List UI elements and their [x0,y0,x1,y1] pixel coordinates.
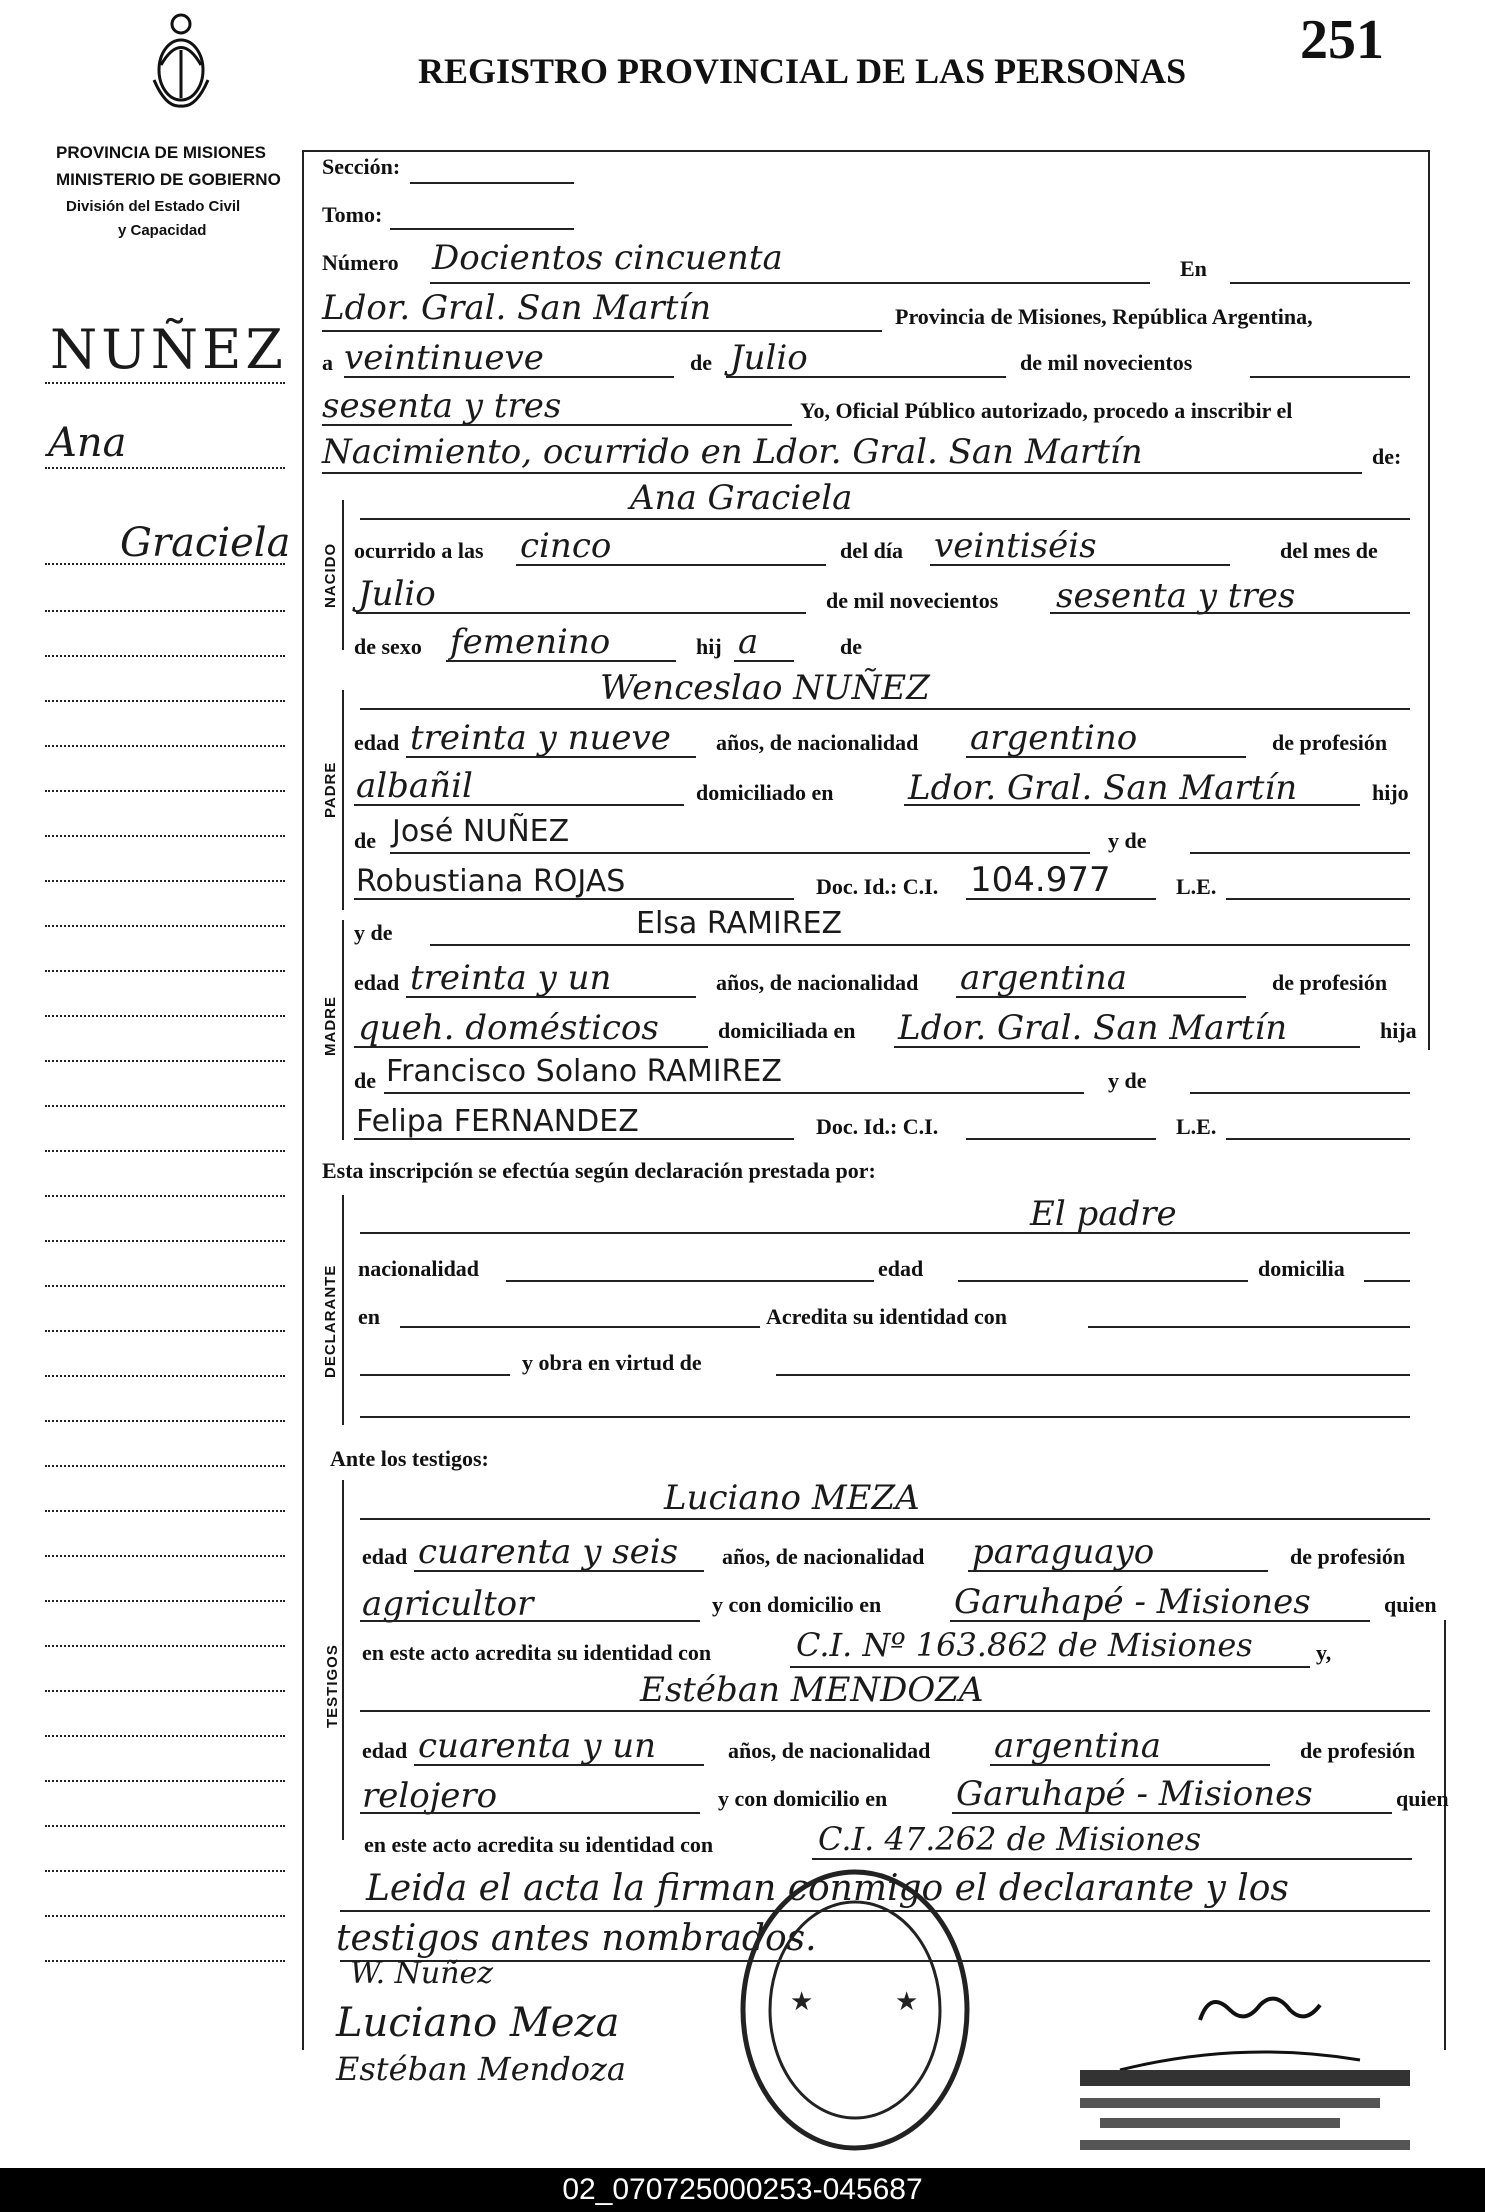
org-line-2: MINISTERIO DE GOBIERNO [56,170,281,189]
en-label: En [1180,256,1207,281]
de-label: de [690,350,712,375]
cierre-line-1: Leida el acta la firman conmigo el declarante y los [366,1868,1289,1909]
quien-label-2: quien [1396,1786,1449,1811]
t1-prof-value: agricultor [362,1584,534,1624]
del-dia-label: del día [840,538,903,563]
con-domicilio-label: y con domicilio en [712,1592,882,1617]
padre-ci-value: 104.977 [970,860,1111,900]
svg-text:★: ★ [790,1987,814,2017]
t2-dom-value: Garuhapé - Misiones [956,1774,1313,1814]
doc-id-label-2: Doc. Id.: C.I. [816,1114,939,1139]
document-title: REGISTRO PROVINCIAL DE LAS PERSONAS [418,51,1187,91]
anio-nac-value: sesenta y tres [1056,576,1296,616]
padre-nac-value: argentino [970,718,1138,758]
abuelo-m-value: Francisco Solano RAMIREZ [386,1054,782,1089]
domiciliada-label: domiciliada en [718,1018,856,1043]
abuela-value: Robustiana ROJAS [356,864,626,899]
hija-label: hija [1380,1018,1417,1043]
mes-value: Julio [730,338,808,378]
right-border [1428,150,1430,1050]
del-mes-label: del mes de [1280,538,1378,563]
de-mil-label: de mil novecientos [1020,350,1193,375]
le-label: L.E. [1176,874,1217,899]
ante-testigos-label: Ante los testigos: [330,1446,489,1471]
padre-edad-value: treinta y nueve [410,718,671,758]
edad-label-4: edad [362,1544,408,1569]
y-de-label-3: y de [1108,1068,1147,1093]
seccion-label: Sección: [322,154,401,179]
svg-text:★: ★ [895,1987,919,2017]
hij-suffix: a [738,622,759,662]
t1-nac-value: paraguayo [972,1532,1155,1572]
t1-edad-value: cuarenta y seis [418,1532,679,1572]
officer-signature-icon [1060,1970,1430,2170]
anos-nac-label-3: años, de nacionalidad [722,1544,925,1569]
hijo-label: hijo [1372,780,1409,805]
con-domicilio-label-2: y con domicilio en [718,1786,888,1811]
madre-edad-value: treinta y un [410,958,612,998]
de-profesion-label-4: de profesión [1300,1738,1416,1763]
org-line-3: División del Estado Civil [66,198,241,215]
margin-name-1: Ana [48,420,127,466]
t2-nac-value: argentina [994,1726,1162,1766]
testigo2-value: Estéban MENDOZA [640,1670,984,1710]
t2-ci-value: C.I. 47.262 de Misiones [818,1820,1202,1858]
t2-prof-value: relojero [362,1776,498,1816]
anos-nac-label-2: años, de nacionalidad [716,970,919,995]
numero-value: Docientos cincuenta [432,238,783,278]
padre-side-label: PADRE [322,761,339,818]
official-seal-icon [730,1860,980,2160]
testigos-side-label: TESTIGOS [324,1644,341,1728]
signature-2: Luciano Meza [336,2000,620,2046]
de-profesion-label-3: de profesión [1290,1544,1406,1569]
edad-label: edad [354,730,400,755]
mil-nov-label: de mil novecientos [826,588,999,613]
le-label-2: L.E. [1176,1114,1217,1139]
org-line-1: PROVINCIA DE MISIONES [56,143,267,162]
page-number: 251 [1300,9,1384,71]
hij-label: hij [696,634,722,659]
madre-nombre-value: Elsa RAMIREZ [636,906,843,941]
y-comma-label: y, [1316,1640,1332,1665]
de-profesion-label-2: de profesión [1272,970,1388,995]
anio-value: sesenta y tres [322,386,562,426]
doc-id-label: Doc. Id.: C.I. [816,874,939,899]
de-label-2: de [840,634,862,659]
en-label-2: en [358,1304,380,1329]
madre-side-label: MADRE [322,996,339,1056]
anos-nac-label: años, de nacionalidad [716,730,919,755]
cierre-line-2: testigos antes nombrados. [336,1918,817,1959]
acto-value: Nacimiento, ocurrido en Ldor. Gral. San Martín [322,432,1143,472]
margin-surname: NUÑEZ [50,318,287,381]
ocurrido-label: ocurrido a las [354,538,484,563]
declarante-value: El padre [1030,1194,1177,1234]
de-colon-label: de: [1372,444,1402,469]
madre-prof-value: queh. domésticos [358,1008,659,1048]
de-label-3: de [354,828,376,853]
madre-nac-value: argentina [960,958,1128,998]
provincia-label: Provincia de Misiones, República Argentina, [895,304,1313,329]
mes-nac-value: Julio [358,574,436,614]
nombre-value: Ana Graciela [630,478,853,518]
declarante-side-label: DECLARANTE [322,1264,339,1378]
domicilia-label: domicilia [1258,1256,1345,1281]
domiciliado-label: domiciliado en [696,780,834,805]
hora-value: cinco [520,526,612,566]
lugar-value: Ldor. Gral. San Martín [322,288,712,328]
signature-3: Estéban Mendoza [336,2050,626,2088]
anos-nac-label-4: años, de nacionalidad [728,1738,931,1763]
nacionalidad-label: nacionalidad [358,1256,480,1281]
dia-value: veintinueve [344,338,544,378]
abuela-m-value: Felipa FERNANDEZ [356,1104,639,1139]
t1-dom-value: Garuhapé - Misiones [954,1582,1311,1622]
sexo-value: femenino [450,622,611,662]
margin-divider [302,150,304,2050]
dia-nac-value: veintiséis [934,526,1097,566]
padre-dom-value: Ldor. Gral. San Martín [908,768,1298,808]
y-de-label: y de [1108,828,1147,853]
margin-name-2: Graciela [120,520,291,566]
edad-label-2: edad [354,970,400,995]
abuelo-value: José NUÑEZ [392,814,570,849]
tomo-label: Tomo: [322,202,383,227]
esta-inscripcion-label: Esta inscripción se efectúa según declaración prestada por: [322,1158,876,1183]
acredita-label: Acredita su identidad con [766,1304,1008,1329]
numero-label: Número [322,250,399,275]
este-acto-label: en este acto acredita su identidad con [362,1640,712,1665]
coat-of-arms-icon [146,10,216,110]
edad-label-5: edad [362,1738,408,1763]
edad-label-3: edad [878,1256,924,1281]
padre-prof-value: albañil [356,766,473,806]
testigo1-value: Luciano MEZA [664,1478,920,1518]
padre-nombre-value: Wenceslao NUÑEZ [600,668,930,708]
a-label: a [322,350,333,375]
t1-ci-value: C.I. Nº 163.862 de Misiones [796,1626,1253,1664]
document-code-footer: 02_070725000253-045687 [0,2168,1485,2212]
t2-edad-value: cuarenta y un [418,1726,657,1766]
y-de-label-2: y de [354,920,393,945]
madre-dom-value: Ldor. Gral. San Martín [898,1008,1288,1048]
signature-1: W. Nuñez [350,1956,494,1991]
de-label-4: de [354,1068,376,1093]
nacido-side-label: NACIDO [322,542,339,608]
top-border [302,150,1430,152]
obra-label: y obra en virtud de [522,1350,702,1375]
quien-label: quien [1384,1592,1437,1617]
este-acto-label-2: en este acto acredita su identidad con [364,1832,714,1857]
org-line-4: y Capacidad [118,222,207,239]
yo-oficial-label: Yo, Oficial Público autorizado, procedo a inscribir el [800,398,1293,423]
de-profesion-label: de profesión [1272,730,1388,755]
sexo-label: de sexo [354,634,422,659]
